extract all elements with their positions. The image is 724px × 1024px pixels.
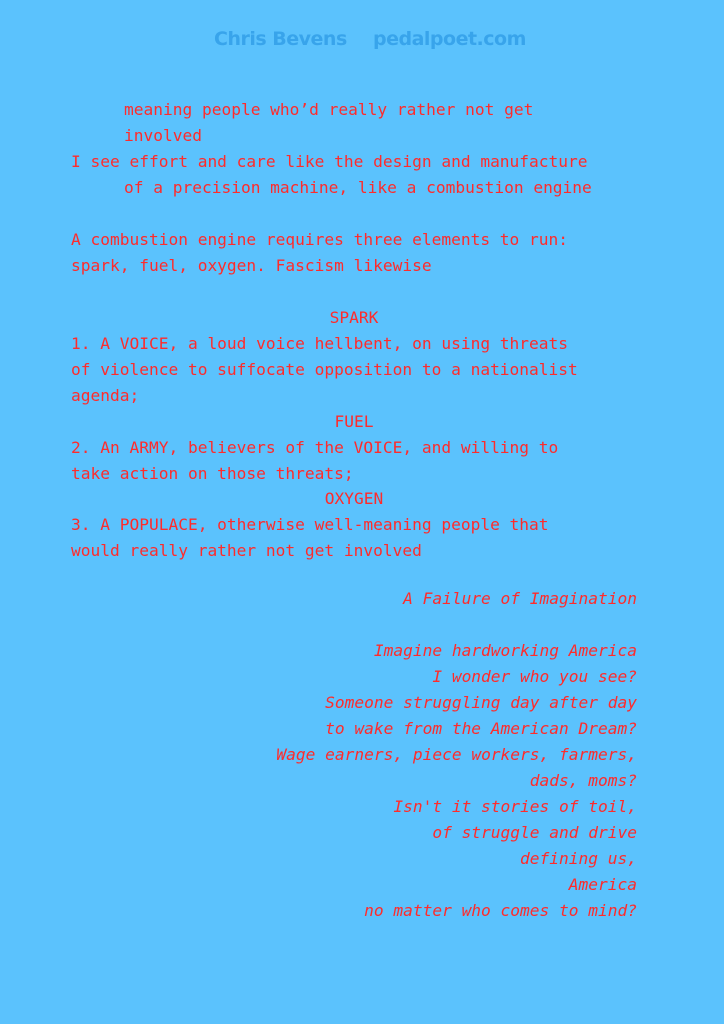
- prose-line: involved: [124, 126, 202, 145]
- poem-line: defining us,: [520, 849, 637, 868]
- poem-line: America: [568, 875, 637, 894]
- poem-line: Isn't it stories of toil,: [393, 797, 637, 816]
- poem-title: A Failure of Imagination: [403, 589, 637, 608]
- prose-line: would really rather not get involved: [71, 541, 422, 560]
- poem-line: dads, moms?: [529, 771, 637, 790]
- poem-line: Imagine hardworking America: [373, 641, 637, 660]
- prose-line: 2. An ARMY, believers of the VOICE, and willing to: [71, 438, 559, 457]
- prose-line: meaning people who’d really rather not get: [124, 100, 534, 119]
- prose-line: A combustion engine requires three elements to run:: [71, 230, 569, 249]
- fuel-heading: FUEL: [334, 412, 374, 431]
- prose-line: take action on those threats;: [71, 464, 354, 483]
- poem-line: I wonder who you see?: [432, 667, 637, 686]
- prose-line: spark, fuel, oxygen. Fascism likewise: [71, 256, 432, 275]
- author-name: Chris Bevens: [214, 28, 347, 50]
- poem-line: no matter who comes to mind?: [364, 901, 637, 920]
- prose-line: 1. A VOICE, a loud voice hellbent, on using threats: [71, 334, 569, 353]
- prose-line: I see effort and care like the design and manufacture: [71, 152, 588, 171]
- prose-line: agenda;: [71, 386, 140, 405]
- site-name: pedalpoet.com: [373, 28, 526, 50]
- prose-line: 3. A POPULACE, otherwise well-meaning people that: [71, 515, 549, 534]
- poem-line: Wage earners, piece workers, farmers,: [276, 745, 637, 764]
- poem-line: of struggle and drive: [432, 823, 637, 842]
- spark-heading: SPARK: [329, 308, 379, 327]
- poem-line: Someone struggling day after day: [325, 693, 637, 712]
- prose-line: of a precision machine, like a combustion engine: [124, 178, 592, 197]
- oxygen-heading: OXYGEN: [324, 489, 384, 508]
- poem-line: to wake from the American Dream?: [325, 719, 637, 738]
- prose-line: of violence to suffocate opposition to a nationalist: [71, 360, 578, 379]
